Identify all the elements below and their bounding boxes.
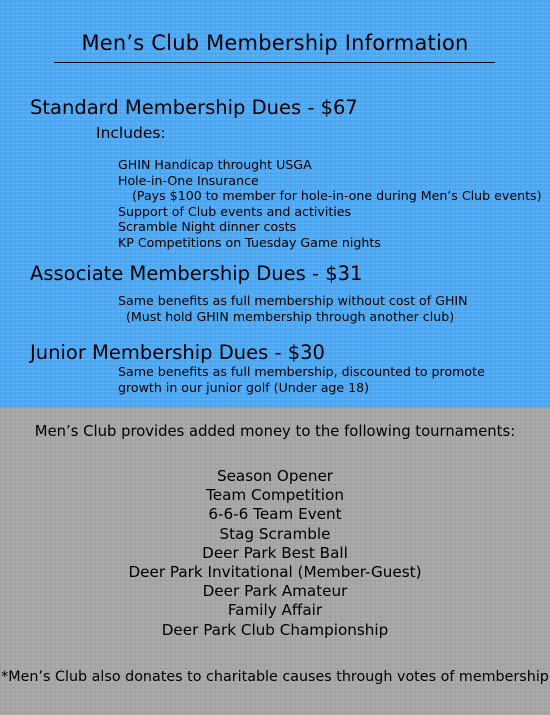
tournaments-intro: Men’s Club provides added money to the following tournaments: bbox=[34, 423, 516, 440]
standard-benefits-list bbox=[118, 157, 542, 250]
tournament-item: Deer Park Amateur bbox=[202, 582, 348, 601]
page-title: Men’s Club Membership Information bbox=[81, 31, 469, 55]
benefit-item: Hole-in-One Insurance bbox=[118, 172, 259, 188]
tournament-item: 6-6-6 Team Event bbox=[208, 505, 342, 524]
tournament-item: Family Affair bbox=[227, 601, 323, 620]
benefit-item: Support of Club events and activities bbox=[118, 203, 352, 219]
benefit-item: GHIN Handicap throught USGA bbox=[118, 157, 312, 172]
tournament-item: Deer Park Club Championship bbox=[161, 620, 389, 639]
tournament-item: Stag Scramble bbox=[219, 524, 331, 543]
tournament-item: Deer Park Best Ball bbox=[202, 543, 348, 562]
standard-dues-heading: Standard Membership Dues - $67 bbox=[30, 96, 358, 119]
junior-description bbox=[118, 364, 485, 395]
junior-dues-heading: Junior Membership Dues - $30 bbox=[30, 341, 325, 364]
associate-line: Same benefits as full membership without cost of GHIN bbox=[118, 293, 468, 308]
associate-line: (Must hold GHIN membership through another club) bbox=[126, 308, 455, 324]
benefit-item: Scramble Night dinner costs bbox=[118, 219, 297, 234]
benefit-item: KP Competitions on Tuesday Game nights bbox=[118, 234, 381, 250]
associate-description bbox=[118, 293, 468, 324]
tournament-item: Season Opener bbox=[216, 467, 334, 485]
junior-line: Same benefits as full membership, discounted to promote bbox=[118, 364, 485, 379]
title-underline bbox=[54, 62, 495, 63]
includes-label: Includes: bbox=[96, 124, 166, 142]
tournament-list bbox=[0, 467, 550, 640]
charity-footnote: *Men’s Club also donates to charitable causes through votes of membership bbox=[1, 669, 549, 685]
associate-dues-heading: Associate Membership Dues - $31 bbox=[30, 262, 363, 285]
junior-line: growth in our junior golf (Under age 18) bbox=[118, 379, 370, 395]
tournament-item: Team Competition bbox=[206, 486, 344, 505]
tournament-item: Deer Park Invitational (Member-Guest) bbox=[128, 563, 422, 582]
benefit-item-note: (Pays $100 to member for hole-in-one during Men’s Club events) bbox=[132, 188, 542, 203]
